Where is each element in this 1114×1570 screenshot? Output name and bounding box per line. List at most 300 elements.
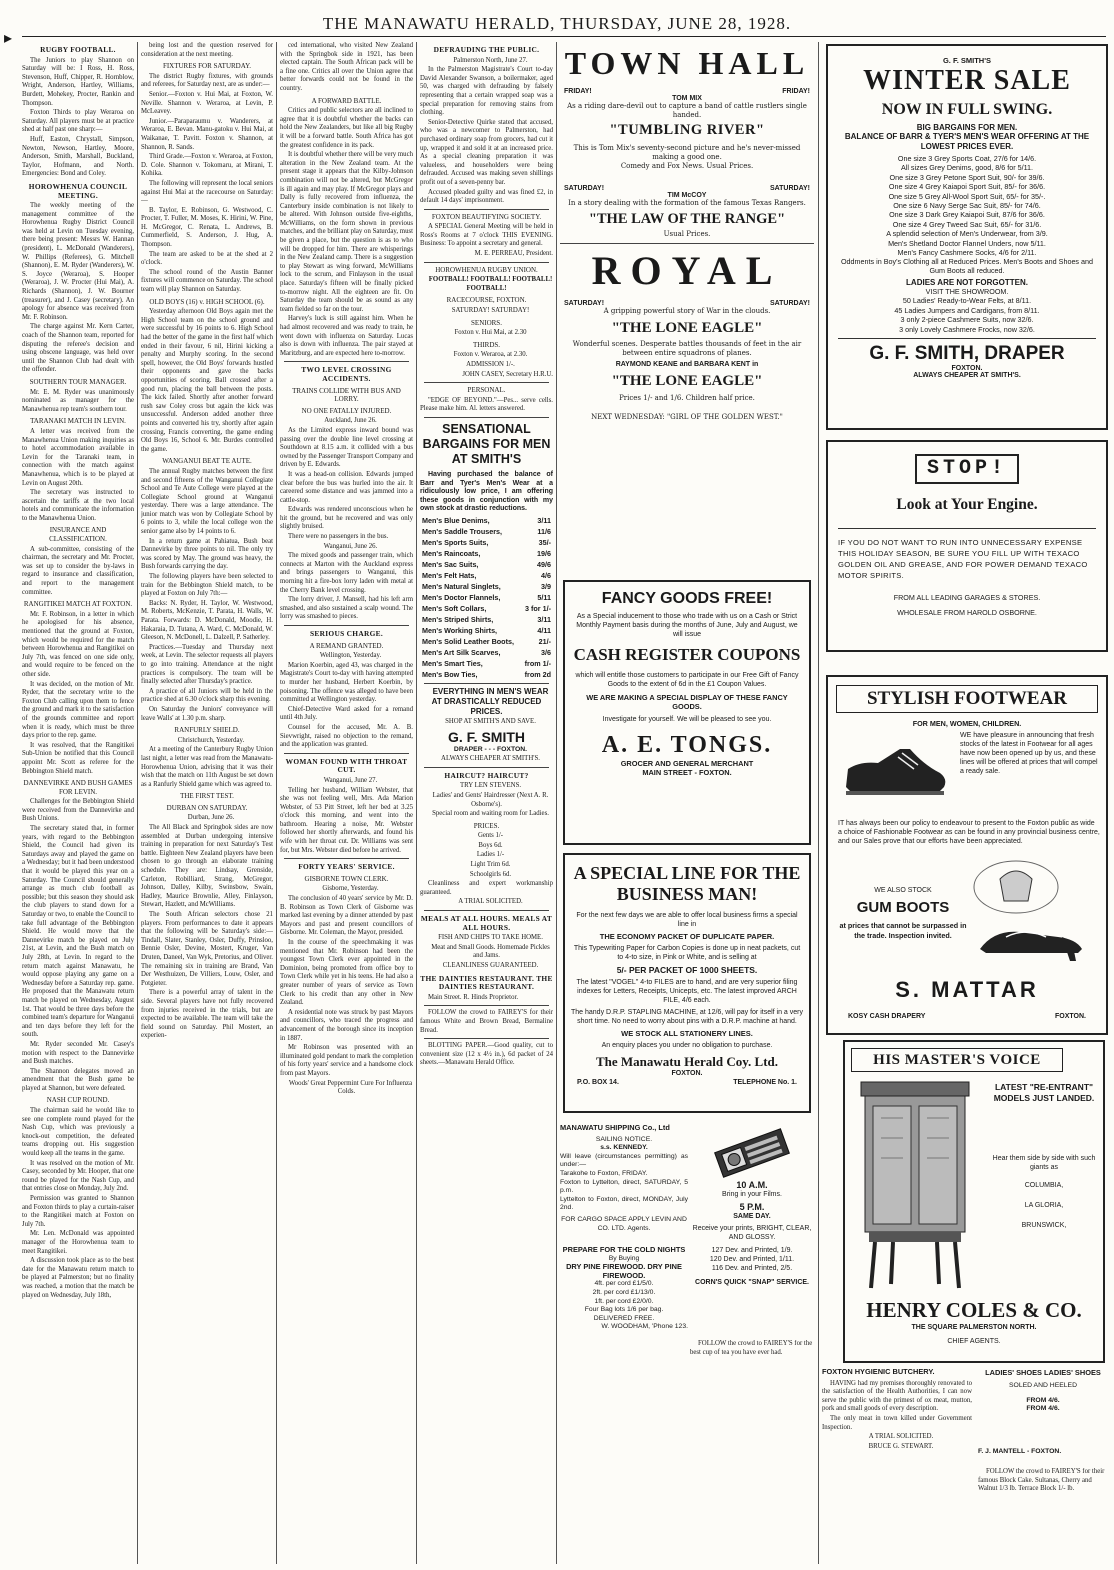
friday-label: FRIDAY! [564, 88, 592, 95]
ad-line: SAILING NOTICE. [595, 1135, 653, 1143]
paragraph: FOLLOW the crowd to FAIREY'S for the best cup of tea you have ever had. [690, 1340, 813, 1356]
column-rule [416, 42, 417, 1564]
bargain-row [420, 658, 553, 669]
item-name: Men's Sports Suits, [422, 537, 489, 547]
ad-subhead: CASH REGISTER COUPONS [573, 645, 801, 664]
ad-paragraph: An enquiry places you under no obligation to purchase. [601, 1042, 773, 1049]
paragraph: The lorry driver, J. Mansell, had his left arm smashed, and also sustained a scalp wound. The lorry was smashed to pieces. [280, 596, 413, 621]
item-name: Men's Working Shirts, [422, 625, 498, 635]
signature: JOHN CASEY, Secretary H.R.U. [462, 370, 553, 378]
shoe-repair-signature: F. J. MANTELL - FOXTON. [978, 1448, 1062, 1455]
item-name: Men's Sac Suits, [422, 559, 479, 569]
fairey-cake-ad [978, 1468, 1108, 1512]
film-title: "THE LONE EAGLE" [611, 373, 763, 389]
paragraph: A discussion took place as to the best date for the Manawatu return match to be played at Palmerston; but no finality was reached, a motion that the match be played on Wednesday, July 18th, [22, 1257, 134, 1299]
paragraph: B. Taylor, E. Robinson, G. Westwood, C. Procter, T. Fuller, M. Moses, K. Hirini, W. Pine, H. McGregor, C. Renata, L. Andrews, B. Cummerfield, S. Anderson, J. Hug, A. Thompson. [141, 206, 273, 249]
headline: THE DAINTIES RESTAURANT. THE DAINTIES RESTAURANT. [420, 973, 553, 992]
saturday-row [560, 300, 814, 307]
subheading: SENIORS. [471, 318, 502, 327]
item-price: 4/11 [537, 625, 551, 635]
ad-line: GROCER AND GENERAL MERCHANT [620, 759, 754, 768]
time: 10 A.M. [736, 1180, 768, 1190]
ad-headline: SENSATIONAL BARGAINS FOR MEN AT SMITH'S [422, 421, 551, 466]
vessel-name: s.s. KENNEDY. [600, 1144, 648, 1152]
smiths-bargains-ad [420, 422, 553, 764]
subheading: INSURANCE AND CLASSIFICATION. [49, 526, 107, 544]
ad-paragraph: As a Special inducement to those who trade with us on a Cash or Strict Monthly Payment basis during the months of June, July and August, we will issue [576, 613, 798, 638]
price-line: 120 Dev. and Printed, 1/11. [709, 1256, 795, 1263]
bargain-row [420, 548, 553, 559]
headline: HOROWHENUA COUNCIL MEETING. [28, 181, 128, 200]
subheading: DANNEVIRKE AND BUSH GAMES FOR LEVIN. [23, 779, 133, 796]
paragraph: FOLLOW the crowd to FAIREY'S for their famous Block Cake. Sultanas, Cherry and Walnut 1/3 lb. Terrace Block 1/- lb. [978, 1468, 1105, 1493]
item-price: from 1/- [524, 658, 551, 668]
sale-line: All sizes Grey Denims, good, 8/6 for 5/11. [900, 163, 1034, 173]
film-description: Comedy and Fox News. Usual Prices. [620, 162, 754, 170]
ad-line: KOSY CASH DRAPERY [848, 1013, 926, 1020]
paragraph: A residential note was struck by past Mayors and councillors, who traced the progress and advancement of the borough since its inception in 1887. [280, 1008, 413, 1042]
paragraph: Cleanliness and expert workmanship guaranteed. [420, 880, 553, 896]
paragraph: The mixed goods and passenger train, which connects at Marton with the Auckland express and brings passengers to Wanganui, this morning hit a fire-box lorry laden with metal at the Cherry Bank level crossing. [280, 552, 413, 594]
subheading: NO ONE FATALLY INJURED. [301, 406, 392, 415]
texaco-ad [826, 440, 1108, 652]
divider [284, 753, 409, 754]
ad-subhead: THE ECONOMY PACKET OF DUPLICATE PAPER. [599, 932, 775, 941]
paragraph: Critics and public selectors are all inclined to agree that it is doubtful whether the backs can hold the New Zealanders, but like all big Rugby it will be a forward battle. South Africa has got the greatest confidence in its pack. [280, 107, 413, 149]
paragraph: The secretary was instructed to ascertain the tariffs at the two local hotels and communicate the information to the Manawhenua Union. [22, 489, 134, 522]
item-price: 49/6 [537, 559, 551, 569]
friday-row [560, 88, 814, 95]
subheading: NASH CUP ROUND. [46, 1096, 110, 1105]
ad-line: CLEANLINESS GUARANTEED. [442, 962, 539, 969]
sale-line: One size 4 Grey Tweed Sac Suit, 65/- for 31/6. [892, 219, 1042, 229]
sale-line: One size 3 Grey Sports Coat, 27/6 for 14/6. [897, 154, 1037, 163]
paragraph: In a return game at Pahiatua, Bush beat Dannevirke by three points to nil. The only try was scored by May. The ground was heavy, the Bush forwards carrying the day. [141, 537, 273, 571]
next-film: NEXT WEDNESDAY: "GIRL OF THE GOLDEN WEST." [591, 413, 783, 421]
paragraph: A letter was received from the Manawhenua Union making inquiries as to hotel accommodation available in Levin for the Taranaki team, in connection with the match against Manawhenua, which is to be played at Levin on August 20th. [22, 427, 134, 487]
ad-line: Will leave (circumstances permitting) as under:— [560, 1152, 688, 1169]
paragraph: Having purchased the balance of Barr and Tyer's Men's Wear at a ridiculously low price, I am offering these goods in conjunction with my own stock at drastic reductions. [420, 470, 553, 513]
paragraph: Practices.—Tuesday and Thursday next week, at Levin. The selector requests all players to go into training. Attendance at the night practices is compulsory. The team will be finally selected after Thursday's practice. [141, 643, 273, 686]
stop-box [915, 454, 1019, 484]
sale-list [828, 154, 1106, 257]
saturday-row [560, 185, 814, 192]
butchery-ad [822, 1368, 972, 1566]
ad-brand: The Manawatu Herald Coy. Ltd. [595, 1054, 778, 1069]
ad-line: TRY LEN STEVENS. [459, 782, 522, 790]
paragraph: Edwards was rendered unconscious when he hit the ground, but he recovered and was only slightly bruised. [280, 506, 413, 531]
divider [424, 767, 549, 768]
subheading: RANFURLY SHIELD. [174, 726, 240, 735]
ad-line: ALWAYS CHEAPER AT SMITH'S. [913, 372, 1021, 380]
po-box: P.O. BOX 14. [577, 1079, 619, 1086]
ad-line: FOR CARGO SPACE APPLY LEVIN AND CO. LTD. Agents. [561, 1215, 687, 1232]
column-rule [276, 42, 277, 1564]
fixture: Foxton v. Hui Mai, at 2.30 [454, 329, 527, 337]
shoe-repair-ad [978, 1368, 1108, 1444]
divider [424, 382, 549, 383]
paragraph: HAVING had my premises thoroughly renovated to the satisfaction of the Health Authorities, I can now serve the public with the primest of ox meat, mutton, pork and small goods of every description. [822, 1379, 972, 1413]
ad-line: VISIT THE SHOWROOM. [925, 287, 1009, 297]
paragraph: At a meeting of the Canterbury Rugby Union last night, a letter was read from the Manawatu-Horowhenua Union, advising that it was their wish that the match on 11th August be set down as a Ranfurly Shield game which was agreed to. [141, 746, 273, 788]
bargain-row [420, 526, 553, 537]
paragraph: Senior.—Foxton v. Hui Mai, at Foxton, W. Neville. Shannon v. Weraroa, at Levin, P. McLeavey. [141, 90, 273, 116]
paragraph: The Juniors to play Shannon on Saturday will be: I Ross, H. Ross, Stevenson, Huff, Chipper, R. Hornblow, Wright, Anderson, Hartley, Williams, Burdett, Mohekey, Procter, Rankin and Thompson. [22, 56, 134, 107]
paragraph: Counsel for the accused, Mr. A. B. Sievwright, raised no objection to the remand, and the application was granted. [280, 723, 413, 749]
contact-row [565, 1077, 809, 1088]
headline: FORTY YEARS' SERVICE. [298, 862, 395, 872]
paragraph: It was resolved, that the Rangitikei Sub-Union be notified that this Council appoint Mr. Scott as referee for the Bebbington Shield match. [22, 741, 134, 775]
subheading: SOUTHERN TOUR MANAGER. [29, 377, 127, 386]
subheading: A FORWARD BATTLE. [311, 96, 382, 105]
mens-shoe-icon [840, 729, 952, 811]
fancy-goods-ad [563, 580, 811, 845]
ad-subhead: EVERYTHING IN MEN'S WEAR AT DRASTICALLY REDUCED PRICES. [431, 686, 549, 716]
ad-line: Main Street. R. Hinds Proprietor. [428, 993, 519, 1001]
paragraph: In the course of the speechmaking it was mentioned that Mr. Robinson had been the youngest Town Clerk ever appointed in the Dominion, being promoted from office boy to Town Clerk while yet in his teens. He had also a greater number of years of service as Town Clerk to his credit than any other in New Zealand. [280, 939, 413, 1007]
bargain-row [420, 647, 553, 658]
price-line: Schoolgirls 6d. [469, 870, 512, 878]
paragraph: Huff, Easton, Chrystall, Simpson, Newton, Newson, Hartley, Moore, Anderson, Smith, Marshall, Buckland, Taylor, Hofmann, and North. Emergencies: Bond and Coley. [22, 135, 134, 178]
ad-brand: CORN'S QUICK "SNAP" SERVICE. [695, 1279, 809, 1286]
ad-headline: STOP! [926, 457, 1007, 480]
special-line-ad [563, 853, 811, 1113]
ad-line: ALWAYS CHEAPER AT SMITH'S. [441, 755, 540, 763]
paragraph: The only meat in town killed under Government Inspection. [822, 1414, 972, 1431]
item-price: 19/6 [537, 548, 551, 558]
ad-headline: STYLISH FOOTWEAR [866, 688, 1068, 709]
divider [424, 1038, 549, 1039]
ad-paragraph: Hear them side by side with such giants as [992, 1155, 1096, 1171]
ad-subhead: WE STOCK ALL STATIONERY LINES. [621, 1029, 753, 1038]
divider [424, 683, 549, 684]
signature: BRUCE G. STEWART. [868, 1442, 934, 1450]
item-price: 5/11 [537, 592, 551, 602]
star-names: RAYMOND KEANE and BARBARA KENT in [615, 361, 759, 368]
ad-headline: FANCY GOODS FREE! [601, 590, 773, 607]
ad-paragraph: The latest "VOGEL" 4-to FILES are to hand, and are very superior filing indexes for Letters, Receipts, Unicepts, etc. The latest improved ARCH FILE, 4/6 each. [576, 979, 798, 1004]
dateline: Wanganui, June 27. [323, 776, 378, 784]
ad-line: SAME DAY. [733, 1213, 771, 1220]
ad-line: FROM ALL LEADING GARAGES & STORES. [893, 593, 1041, 602]
dateline: Wanganui, June 26. [323, 542, 378, 550]
paragraph: The school round of the Austin Banner fixtures will commence on Saturday. The school team will play Shannon on Saturday. [141, 268, 273, 294]
signature: W. WOODHAM, 'Phone 123. [601, 1323, 688, 1331]
paragraph: Foxton Thirds to play Weraroa on Saturday. All players must be at practice shed at half past one sharp:— [22, 109, 134, 134]
subheading: GISBORNE TOWN CLERK. [304, 874, 389, 883]
paragraph: "EDGE OF BEYOND."—Pes... serve cells. Please make him. Al. letters answered. [420, 396, 553, 413]
dateline: Wellington, Yesterday. [319, 652, 382, 660]
item-name: Men's Bow Ties, [422, 669, 478, 679]
divider [424, 417, 549, 418]
subheading: A REMAND GRANTED. [309, 641, 384, 650]
paragraph: Mr Robinson was presented with an illuminated gold pendant to mark the completion of his forty years' service and a handsome clock from past Mayors. [280, 1044, 413, 1077]
paragraph: Junior.—Paraparaumu v. Wanderers, at Weraroa, E. Bevan. Manu-gatoku v. Hui Mai, at Waikanae, T. Pavitt. Foxton v. Shannon, at Shannon, R. Sands. [141, 117, 273, 151]
ad-subhead: DRY PINE FIREWOOD. DRY PINE FIREWOOD. [566, 1262, 682, 1280]
divider [284, 625, 409, 626]
ad-paragraph: WE have pleasure in announcing that fresh stocks of the latest in Footwear for all ages have now been opened up by us, and these lines will be offered at prices that will compel a ready sale. [960, 732, 1098, 775]
saturday-label: SATURDAY! [769, 300, 810, 307]
ad-subhead: 5/- PER PACKET OF 1000 SHEETS. [616, 965, 758, 975]
subheading: PERSONAL. [467, 386, 506, 395]
item-price: 3 for 1/- [525, 603, 551, 613]
ad-line: Foxton to Lyttelton, direct, SATURDAY, 5 p.m. [560, 1178, 688, 1195]
item-price: 11/6 [537, 526, 551, 536]
paragraph: The following players have been selected to train for the Bebbington Shield match, to be played at Foxton on July 7th:— [141, 573, 273, 598]
ad-line: Ladies' and Gents' Hairdresser (Next A. R. Osborne's). [432, 791, 549, 808]
price-line: FROM 4/6. [1026, 1405, 1060, 1413]
item-name: Men's Smart Ties, [422, 658, 483, 668]
ad-line: FOXTON. [1055, 1013, 1086, 1020]
price-line: Ladies 1/- [476, 851, 505, 859]
dateline: Palmerston North, June 27. [453, 56, 528, 64]
paragraph: It was decided, on the motion of Mr. Ryder, that the secretary write to the Foxton Club calling upon them to fence the ground and mark it to the satisfaction of the grounds committee and report when it is ready, which must be three days prior to the rep. game. [22, 680, 134, 740]
ad-line: A TRIAL SOLICITED. [868, 1433, 934, 1441]
film-description: Usual Prices. [663, 230, 711, 238]
paragraph: The secretary stated that, in former years, with regard to the Bebbington Shield, the Council had given its Saturdays away and played the game on a Wednesday; but it had been understood that it would be played this year on a Saturday. The Council should generally arrange as much club football as possible; but this season they should ask the club players to stand down for a Saturday or two, to enable the Council to take full advantage of the Bebbington Shield. He would move that the Dannevirke match be played on July 21st, at Levin, and the Bush match on July 28th, at Levin. In regard to the return match against Manawatu, he would oppose playing any game on a Wednesday before a Saturday rep. game. He proposed that the Manawatu return match be played on Wednesday, August 1st. That would be three days before the combined team's departure for Wanganui and ten days before they left for the south. [22, 825, 134, 1039]
ad-brand: A. E. TONGS. [601, 732, 773, 758]
saturday-label: SATURDAY! [564, 300, 605, 307]
dateline: Christchurch, Yesterday. [177, 736, 245, 744]
film-description: A gripping powerful story of War in the clouds. [603, 307, 771, 315]
paragraph: A SPECIAL General Meeting will be held in Ross's Rooms at 7 o'clock THIS EVENING. Business: To appoint a secretary and general. [420, 223, 553, 248]
paragraph: The team are asked to be at the shed at 2 o'clock. [141, 250, 273, 267]
ad-line: FOXTON. [671, 1070, 703, 1077]
paragraph: The chairman said he would like to see one complete round played for the Nash Cup, which was previously a knock-out competition, the defeated teams dropping out. His suggestion would keep all the teams in the game. [22, 1107, 134, 1158]
price-line: 2ft. per cord £1/13/0. [592, 1288, 656, 1296]
paragraph: A sub-committee, consisting of the chairman, the secretary and Mr. Procter, was set up to consider the by-laws in regard to insurance and classification, and report to the management committee. [22, 545, 134, 596]
item-price: 3/11 [537, 614, 551, 624]
paragraph: The Shannon delegates moved an amendment that the Bush game be played at Shannon, but were defeated. [22, 1067, 134, 1092]
ad-paragraph: For the next few days we are able to offer local business firms a special line in [576, 912, 798, 928]
ad-line: MAIN STREET - FOXTON. [642, 768, 732, 777]
subheading: FIXTURES FOR SATURDAY. [162, 62, 252, 71]
shipping-notice [560, 1124, 688, 1244]
paragraph: Third Grade.—Foxton v. Weraroa, at Foxton, D. Cole. Shannon v. Tokomaru, at Mirani, T. Kohika. [141, 153, 273, 178]
subheading: RANGITIKEI MATCH AT FOXTON. [23, 600, 133, 609]
ad-subhead: BALANCE OF BARR & TYER'S MEN'S WEAR OFFERING AT THE LOWEST PRICES EVER. [844, 132, 1090, 151]
price-line: Gents 1/- [477, 832, 504, 840]
paragraph: Mr. E. M. Ryder was unanimously nominated as manager for the Manawhenua rep team's southern tour. [22, 388, 134, 413]
ad-line: LA GLORIA, [1024, 1202, 1064, 1209]
item-price: 3/11 [537, 515, 551, 525]
headline: HAIRCUT? HAIRCUT? [444, 770, 529, 780]
ad-line: Bring in your Films. [722, 1191, 782, 1198]
sale-line: 3 only 2-piece Cashmere Suits, now 32/6. [900, 315, 1034, 325]
town-hall-title: TOWN HALL [564, 45, 810, 81]
paragraph: The All Black and Springbok sides are now assembled at Durban undergoing intensive training in preparation for next Saturday's Test battle. Eighteen New Zealand players have been chosen to go through an elaborate training schedule. They are: Lindsay, Grenside, Carleton, Robilliard, Strang, McGregor, Johnson, Dalley, Kilby, Swinsbow, Swain, Hadley, Maurice Brownlie, Alley, Finlayson, Stewart, Hazlett, and McWilliams. [141, 824, 273, 909]
ad-subhead: Look at Your Engine. [896, 496, 1038, 513]
subheading: TARANAKI MATCH IN LEVIN. [30, 417, 126, 426]
paragraph: BLOTTING PAPER.—Good quality, cut to convenient size (12 x 4½ in.), 6d packet of 24 sheets.—Manawatu Herald Office. [420, 1042, 553, 1067]
ad-subhead: BIG BARGAINS FOR MEN. [916, 123, 1018, 132]
film-prices: Prices 1/- and 1/6. Children half price. [619, 394, 755, 402]
paragraph: The following will represent the local seniors against Hui Mai at the racecourse on Saturday:— [141, 179, 273, 205]
admission: ADMISSION 1/-. [466, 361, 515, 368]
subheading: TRAINS COLLIDE WITH BUS AND LORRY. [292, 386, 401, 404]
ad-paragraph: which will entitle those customers to participate in our Free Gift of Fancy Goods to the extent of 6d in the £1 Coupon Values. [575, 672, 799, 688]
item-name: Men's Solid Leather Boots, [422, 636, 514, 646]
item-price: 3/6 [541, 647, 551, 657]
item-price: 3/9 [541, 581, 551, 591]
item-price: from 2d [524, 669, 551, 679]
item-name: Men's Art Silk Scarves, [422, 647, 501, 657]
divider [284, 361, 409, 362]
paragraph: Mr. F. Robinson, in a letter in which he apologised for his absence, mentioned that the ground at Foxton, which would be required for the match between Horowhenua and Rangitikei on July 7th, was fenced on one side only, and would require to be fenced on the other side. [22, 610, 134, 678]
item-name: Men's Felt Hats, [422, 570, 477, 580]
paragraph: The annual Rugby matches between the first and second fifteens of the Wanganui Collegiate School and Te Aute College were played at the Collegiate School ground at Wanganui yesterday. There was a large attendance. The junior match was won by Collegiate School by 6 points to 3, while the local college won the senior game also by 14 points to 6. [141, 467, 273, 536]
ad-paragraph: IT has always been our policy to endeavour to present to the Foxton public as wide a choice of Fashionable Footwear as can be found in any provincial business centre, and our Sales prove that our efforts have been appreciated. [838, 820, 1100, 845]
divider [424, 910, 549, 911]
ad-subhead: FOR MEN, WOMEN, CHILDREN. [912, 719, 1022, 728]
dateline: Auckland, June 26. [324, 417, 377, 425]
cinema-ads [560, 42, 814, 552]
price-line: 4ft. per cord £1/5/0. [594, 1280, 654, 1288]
ad-line: A TRIAL SOLICITED. [458, 898, 523, 906]
sale-line: A splendid selection of Men's Underwear, from 3/9. [886, 229, 1048, 239]
camera-icon [707, 1128, 797, 1178]
item-price: 35/- [538, 537, 551, 547]
item-name: Men's Soft Collars, [422, 603, 487, 613]
subheading: THE FIRST TEST. [180, 792, 234, 801]
sale-line: One size 6 Navy Serge Sac Suit, 85/- for 74/6. [893, 201, 1041, 211]
ad-line: FOXTON. [951, 365, 983, 373]
ad-line: FISH AND CHIPS TO TAKE HOME. [438, 934, 543, 942]
page-marker: ▸ [4, 28, 13, 47]
paragraph: Harvey's luck is still against him. When he had almost recovered and was ready to train, he went down with influenza on Saturday. Lucas also is down with influenza. The pair stayed at Maritzburg, and are expected here to-morrow. [280, 315, 413, 357]
ad-paragraph: Investigate for yourself. We will be pleased to see you. [602, 716, 772, 723]
bargain-row [420, 515, 553, 526]
ad-headline: HIS MASTER'S VOICE [873, 1052, 1041, 1068]
saturday-label: SATURDAY! [769, 185, 810, 192]
divider [284, 858, 409, 859]
masthead: THE MANAWATU HERALD, THURSDAY, JUNE 28, 1928. [322, 14, 792, 33]
ad-line: Lyttelton to Foxton, direct, MONDAY, July 2nd. [560, 1195, 688, 1212]
ad-paragraph: The handy D.R.P. STAPLING MACHINE, at 12/6, will pay for itself in a very short time. No need to worry about pins with a D.R.P. machine at hand. [571, 1009, 803, 1025]
film-description: In a story dealing with the formation of the famous Texas Rangers. [568, 199, 806, 207]
sale-line: Men's Shetland Doctor Flannel Unders, now 5/11. [888, 238, 1046, 248]
paragraph: The weekly meeting of the management committee of the Horowhenua Rugby District Council was held at Levin on Tuesday evening, there being present: Messrs W. Hannan (president), L. McDonald (Wanderers), W. Phillips (Referees), G. Mitchell (Shannon), E. M. Ryder (Wanderers), W. S. Joyce (Weraroa), S. Hooper (Weraroa), J. W. Procter (Hui Mai), A. Richards (Shannon), J. W. Bourner (treasurer), and J. Casey (secretary). An apology for absence was received from Mr. F. Robinson. [22, 202, 134, 321]
film-title: "THE LAW OF THE RANGE" [588, 211, 786, 227]
paragraph: Senior-Detective Quirke stated that accused, who was a newcomer to Palmerston, had purchased ordinary soap from grocers, had cut it up, wrapped it and sold it at an increased price. As a special cleaning preparation it was valueless, and householders were being defrauded. Accused was making seven shillings profit out of a seven-penny bar. [420, 118, 553, 186]
column-3 [280, 42, 413, 1564]
film-description: Wonderful scenes. Desperate battles thousands of feet in the air between entire squadrons of planes. [572, 340, 802, 357]
paragraph: The South African selectors chose 21 players. From performances to date it appears that the following will be Saturday's side:—Tindall, Slater, Stanley, Osler, Duffy, Prinsloo, Bennie Osler, Devine, Mostert, Kruger, Van Druten, Daneel, Van Wyk, Pretorius, and Oliver. The remaining six in training are Brand, Van Der Westhuizen, De Villiers, Louw, Osler, and Potgieter. [141, 911, 273, 987]
sale-line: 50 Ladies' Ready-to-Wear Felts, at 8/11. [902, 296, 1032, 306]
bargain-row [420, 592, 553, 603]
signature: M. E. PERREAU, President. [474, 250, 553, 258]
ad-headline: WINTER SALE [863, 65, 1071, 96]
headline-box [836, 685, 1098, 713]
paragraph: The charge against Mr. Kern Carter, coach of the Shannon team, reported for disputing the referee's decision and using obscene language, was held over until the Shannon Club had dealt with the offender. [22, 323, 134, 374]
bargain-row [420, 614, 553, 625]
ad-line: CHIEF AGENTS. [947, 1338, 1001, 1345]
ad-headline: PREPARE FOR THE COLD NIGHTS [562, 1246, 686, 1254]
paragraph: ced international, who visited New Zealand with the Springbok side in 1921, has been elected captain. The South African pack will be a fine one. Critics all over the Union agree that better forwards could not be found in the country. [280, 42, 413, 92]
bargain-row [420, 559, 553, 570]
ad-line: SHOP AT SMITH'S AND SAVE. [445, 717, 536, 725]
paragraph: The conclusion of 40 years' service by Mr. D. B. Robinson as Town Clerk of Gisborne was marked last evening by a dinner attended by past Mayors and past and present councillors of Gisborne. Mr. Coleman, the Mayor, presided. [280, 895, 413, 937]
firewood-ad [560, 1246, 688, 1368]
column-rule [137, 42, 138, 1564]
price-line: FROM 4/6. [1026, 1396, 1060, 1404]
ad-line: By Buying [608, 1254, 640, 1262]
subheading: PRICES. [473, 821, 500, 830]
paragraph: Telling her husband, William Webster, that she was not feeling well, Mrs. Ada Marion Webster, of 53 Pitt Street, left her bed at 3.25 o'clock this morning, and went into the bathroom. Hearing a noise, Mr. Webster followed her shortly afterwards, and found his wife with her throat cut. Dr. Williams was sent for, but Mrs. Webster died before he arrived. [280, 786, 413, 854]
ad-brand: S. MATTAR [895, 977, 1039, 1002]
ad-line: Four Bag lots 1/6 per bag. [584, 1306, 664, 1314]
telephone: TELEPHONE No. 1. [733, 1079, 797, 1086]
paragraph: Backs: N. Ryder, H. Taylor, W. Westwood, M. Roberts, McKenzie, T. Parata, H. Walls, W. Parata. Forwards: D. McDonald, Moodie, H. Hakaraia, D. Tutana, A. Ward, C. McDonald, W. Gleeson, N. McDonell, L. Dalzell, P. Satherley. [141, 599, 273, 642]
time: 5 P.M. [739, 1202, 765, 1212]
column-rule [818, 42, 819, 1564]
subheading: FOXTON BEAUTIFYING SOCIETY. [431, 212, 542, 221]
item-name: Men's Natural Singlets, [422, 581, 501, 591]
paragraph: The district Rugby fixtures, with grounds and referees, for Saturday next, are as under:— [141, 72, 273, 89]
dateline: Gisborne, Yesterday. [322, 885, 379, 893]
sale-list [828, 296, 1106, 334]
subheading: DURBAN ON SATURDAY. [166, 803, 248, 812]
price-line: 116 Dev. and Printed, 2/5. [711, 1265, 793, 1272]
headline: SERIOUS CHARGE. [309, 629, 384, 638]
subheading: OLD BOYS (16) v. HIGH SCHOOL (6). [149, 297, 265, 306]
dateline: Durban, June 26. [187, 814, 235, 822]
subheading: HOROWHENUA RUGBY UNION. [435, 265, 538, 274]
column-rule [556, 42, 557, 1564]
ad-subhead: GUM BOOTS [856, 899, 950, 916]
hmv-ad [843, 1040, 1105, 1363]
ad-line: COLUMBIA, [1024, 1182, 1064, 1189]
paragraph: A practice of all Juniors will be held in the practice shed at 6.30 o'clock sharp this evening. [141, 687, 273, 704]
divider [560, 243, 814, 244]
item-name: Men's Saddle Trousers, [422, 526, 502, 536]
paragraph: Marion Koerbin, aged 43, was charged in the Magistrate's Court to-day with having attempted to murder her husband, Herbert Koerbin, by poisoning. The offence was alleged to have been committed at Wellington yesterday. [280, 661, 413, 704]
divider [424, 262, 549, 263]
film-description: This is Tom Mix's seventy-second picture and he's never-missed making a good one. [573, 144, 801, 161]
ad-headline: MANAWATU SHIPPING Co., Ltd [560, 1124, 670, 1132]
ad-paragraph: Oddments in Boy's Clothing all at Reduced Prices. Men's Boots and Shoes and Gum Boots all reduced. [840, 257, 1094, 276]
paragraph: Mr. Ryder seconded Mr. Casey's motion with respect to the Dannevirke and Bush matches. [22, 1040, 134, 1066]
star-name: TIM McCOY [667, 192, 707, 199]
royal-title: ROYAL [591, 248, 783, 293]
masthead-rule [22, 36, 1106, 37]
sale-line: One size 4 Grey Kaiapoi Sport Suit, 85/- for 36/6. [888, 182, 1046, 192]
price-line: Light Trim 6d. [470, 861, 511, 869]
ad-line: DELIVERED FREE. [593, 1314, 655, 1322]
fixture: Foxton v. Weraroa, at 2.30. [453, 351, 528, 359]
sale-line: One size 5 Grey All-Wool Sport Suit, 65/- for 35/-. [888, 191, 1046, 201]
sale-line: One size 3 Grey Petone Sport Suit, 90/- for 39/6. [889, 172, 1045, 182]
column-4 [420, 42, 553, 1564]
paragraph: On Saturday the Juniors' conveyance will leave Walls' at 1.30 p.m. sharp. [141, 705, 273, 722]
photo-service-ad [690, 1128, 814, 1326]
paragraph: There is a powerful array of talent in the side. Several players have not fully recovered from injuries received in the trials, but are expected to be available. The team will take the field sound on Saturday. Phil Mostert, an experien- [141, 989, 273, 1040]
ad-paragraph: This Typewriting Paper for Carbon Copies is done up in neat packets, cut to 4-to size, in Pink or White, and is selling at [573, 945, 801, 961]
paragraph: Chief-Detective Ward asked for a remand until 4th July. [280, 705, 413, 722]
ad-line: Tarakohe to Foxton, FRIDAY. [560, 1169, 648, 1177]
headline: TWO LEVEL CROSSING ACCIDENTS. [301, 365, 392, 383]
paragraph: Mr. Len. McDonald was appointed manager of the Horowhenua team to meet Rangitikei. [22, 1230, 134, 1255]
ad-line: G. F. SMITH'S [942, 56, 992, 65]
paragraph: Permission was granted to Shannon and Foxton thirds to play a curtain-raiser to the Rangitikei match at Foxton on July 7th. [22, 1195, 134, 1228]
sale-line: 3 only Lovely Cashmere Frocks, now 32/6. [899, 324, 1035, 334]
paragraph: In the Palmerston Magistrate's Court to-day David Alexander Swanson, a boilermaker, aged 50, was charged with defrauding by falsely representing that a certain wrapped soap was a special preparation for removing stains from clothing. [420, 66, 553, 117]
friday-label: FRIDAY! [782, 88, 810, 95]
ad-line: BRUNSWICK, [1021, 1222, 1067, 1229]
headline-box [851, 1048, 1063, 1072]
ad-line: Meat and Small Goods. Homemade Pickles and Jams. [431, 943, 550, 960]
subheading: RACECOURSE, FOXTON. [446, 296, 527, 305]
